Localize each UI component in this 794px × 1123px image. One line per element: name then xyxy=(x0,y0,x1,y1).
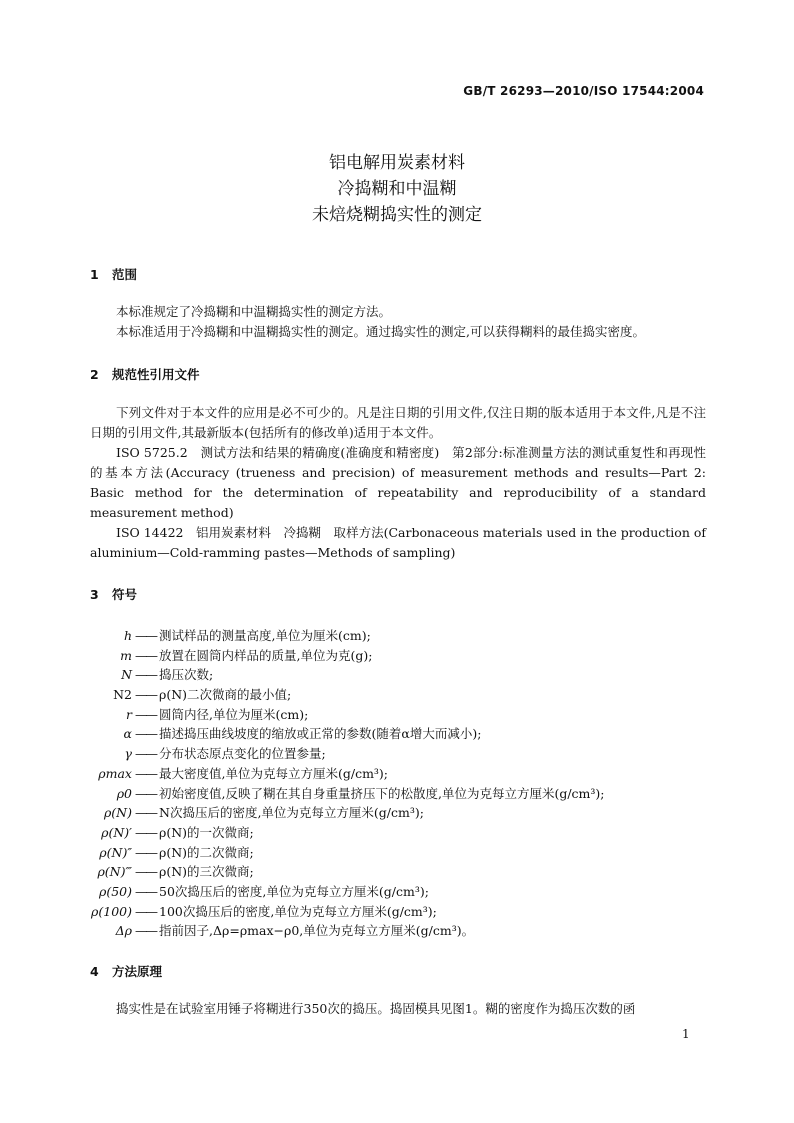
section-number: 2 xyxy=(90,367,99,382)
section-number: 1 xyxy=(90,267,99,282)
symbol-row: ρ0 —— 初始密度值,反映了糊在其自身重量挤压下的松散度,单位为克每立方厘米(g/cm³); xyxy=(90,784,710,804)
page-number: 1 xyxy=(682,1027,690,1041)
document-title xyxy=(0,150,794,228)
symbol-key: ρ0 xyxy=(116,785,132,801)
symbol-row: N2 —— ρ(N)二次微商的最小值; xyxy=(90,685,710,705)
symbol-key: r xyxy=(126,706,132,722)
symbol-description: 50次捣压后的密度,单位为克每立方厘米(g/cm³); xyxy=(159,883,429,899)
paragraph-text: 捣实性是在试验室用锤子将糊进行350次的捣压。捣固模具见图1。糊的密度作为捣压次数的函 xyxy=(116,1001,636,1016)
symbol-description: 捣压次数; xyxy=(159,667,214,683)
symbol-description: 最大密度值,单位为克每立方厘米(g/cm³); xyxy=(159,765,389,781)
symbol-description: 分布状态原点变化的位置参量; xyxy=(159,746,326,762)
symbol-row: ρ(100) —— 100次捣压后的密度,单位为克每立方厘米(g/cm³); xyxy=(90,902,710,922)
section-heading-normative-references xyxy=(90,365,200,383)
symbol-key: ρ(50) xyxy=(98,883,132,899)
section-title: 符号 xyxy=(112,587,138,602)
section-title: 范围 xyxy=(112,267,138,282)
paragraph-text: ISO 14422 铝用炭素材料 冷捣糊 取样方法(Carbonaceous materials used in the production of aluminium—Cold-ramming pastes—Methods of sampling) xyxy=(90,525,706,560)
section-title: 方法原理 xyxy=(112,964,163,979)
symbol-description: N次捣压后的密度,单位为克每立方厘米(g/cm³); xyxy=(159,805,424,821)
symbol-key: h xyxy=(123,628,132,643)
symbol-row: r —— 圆筒内径,单位为厘米(cm); xyxy=(90,705,710,725)
symbol-key: ρ(100) xyxy=(91,903,132,919)
principle-paragraph-1 xyxy=(90,999,706,1019)
symbol-row: m —— 放置在圆筒内样品的质量,单位为克(g); xyxy=(90,646,710,666)
symbol-description: 测试样品的测量高度,单位为厘米(cm); xyxy=(159,628,371,643)
scope-paragraph-1 xyxy=(90,302,706,322)
symbol-row: N —— 捣压次数; xyxy=(90,665,710,685)
symbol-row: α —— 描述捣压曲线坡度的缩放或正常的参数(随着α增大而减小); xyxy=(90,724,710,744)
refs-paragraph-iso14422 xyxy=(90,523,706,563)
title-line-2: 冷捣糊和中温糊 xyxy=(337,179,457,199)
symbol-description: ρ(N)二次微商的最小值; xyxy=(159,687,292,703)
section-number: 4 xyxy=(90,964,99,979)
section-heading-principle xyxy=(90,962,162,980)
symbol-row: Δρ —— 指前因子,Δρ=ρmax−ρ0,单位为克每立方厘米(g/cm³)。 xyxy=(90,921,710,941)
symbol-description: ρ(N)的一次微商; xyxy=(159,824,254,840)
symbol-key: ρ(N)‴ xyxy=(97,864,132,880)
scope-paragraph-2 xyxy=(90,322,706,342)
refs-paragraph-iso5725 xyxy=(90,443,706,523)
section-heading-symbols xyxy=(90,585,137,603)
symbol-key: ρ(N)″ xyxy=(99,844,132,860)
section-heading-scope xyxy=(90,265,137,283)
symbol-row: ρ(N)‴ —— ρ(N)的三次微商; xyxy=(90,862,710,882)
section-title: 规范性引用文件 xyxy=(112,367,200,382)
symbol-key: γ xyxy=(124,746,132,762)
symbol-key: α xyxy=(123,726,132,742)
symbol-description: 指前因子,Δρ=ρmax−ρ0,单位为克每立方厘米(g/cm³)。 xyxy=(159,923,475,939)
symbol-row: γ —— 分布状态原点变化的位置参量; xyxy=(90,744,710,764)
title-line-3: 未焙烧糊捣实性的测定 xyxy=(312,205,482,225)
symbol-row: ρ(50) —— 50次捣压后的密度,单位为克每立方厘米(g/cm³); xyxy=(90,882,710,902)
symbol-row: ρ(N)′ —— ρ(N)的一次微商; xyxy=(90,823,710,843)
symbol-description: ρ(N)的三次微商; xyxy=(159,864,254,880)
refs-paragraph-1 xyxy=(90,403,706,443)
symbol-description: 初始密度值,反映了糊在其自身重量挤压下的松散度,单位为克每立方厘米(g/cm³); xyxy=(159,785,605,801)
symbol-description: 描述捣压曲线坡度的缩放或正常的参数(随着α增大而减小); xyxy=(159,726,482,742)
symbol-row: ρ(N) —— N次捣压后的密度,单位为克每立方厘米(g/cm³); xyxy=(90,803,710,823)
paragraph-text: 本标准适用于冷捣糊和中温糊捣实性的测定。通过捣实性的测定,可以获得糊料的最佳捣实密度。 xyxy=(116,324,645,339)
symbol-row: h —— 测试样品的测量高度,单位为厘米(cm); xyxy=(90,626,710,646)
standard-code: GB/T 26293—2010/ISO 17544:2004 xyxy=(463,84,704,98)
paragraph-text: 本标准规定了冷捣糊和中温糊捣实性的测定方法。 xyxy=(116,304,392,319)
paragraph-text: ISO 5725.2 测试方法和结果的精确度(准确度和精密度) 第2部分:标准测量方法的测试重复性和再现性的基本方法(Accuracy (trueness and precision) of measurement methods and results—Part 2: Basic method for the determination of repeatability and reproducibility of a standard measurement method) xyxy=(90,445,706,520)
symbol-description: 圆筒内径,单位为厘米(cm); xyxy=(159,706,309,722)
symbol-key: Δρ xyxy=(115,923,132,939)
symbol-key: N2 xyxy=(113,687,132,703)
section-number: 3 xyxy=(90,587,99,602)
symbol-row: ρ(N)″ —— ρ(N)的二次微商; xyxy=(90,843,710,863)
symbol-row: ρmax —— 最大密度值,单位为克每立方厘米(g/cm³); xyxy=(90,764,710,784)
symbol-key: N xyxy=(121,667,132,683)
symbol-description: ρ(N)的二次微商; xyxy=(159,844,254,860)
title-line-1: 铝电解用炭素材料 xyxy=(329,153,465,173)
symbol-key: ρmax xyxy=(98,765,132,781)
symbol-description: 100次捣压后的密度,单位为克每立方厘米(g/cm³); xyxy=(159,903,437,919)
symbol-key: m xyxy=(120,647,132,663)
symbol-key: ρ(N)′ xyxy=(101,824,132,840)
symbol-key: ρ(N) xyxy=(103,805,132,821)
symbol-description: 放置在圆筒内样品的质量,单位为克(g); xyxy=(159,647,373,663)
symbol-list xyxy=(90,626,710,941)
paragraph-text: 下列文件对于本文件的应用是必不可少的。凡是注日期的引用文件,仅注日期的版本适用于本文件,凡是不注日期的引用文件,其最新版本(包括所有的修改单)适用于本文件。 xyxy=(90,405,706,440)
